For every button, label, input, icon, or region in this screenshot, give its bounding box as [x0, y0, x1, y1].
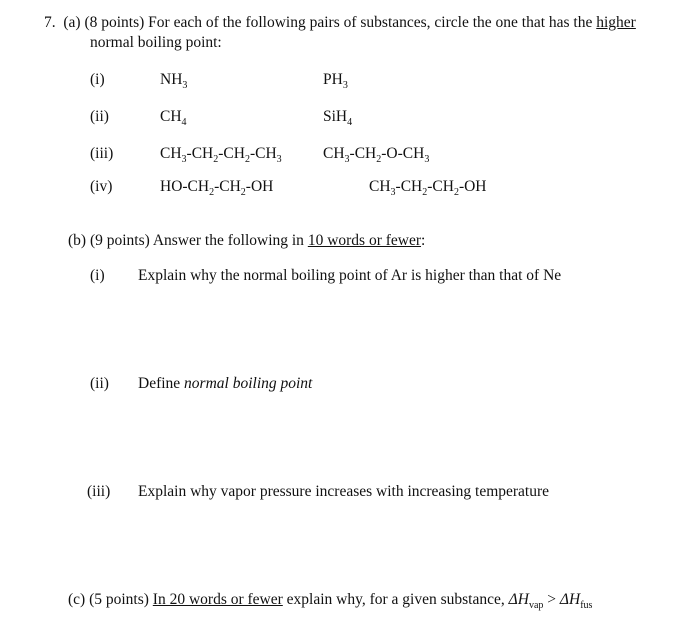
item-prompt: Explain why the normal boiling point of Ar is higher than that of Ne	[138, 267, 562, 284]
question-number: 7. (a) (8 points) For each of the following pairs of substances, circle the one that has the higher	[44, 14, 636, 31]
part-a-instruction: For each of the following pairs of substances, circle the one that has the	[148, 14, 593, 31]
item-prompt: Explain why vapor pressure increases with increasing temperature	[138, 483, 550, 500]
part-c-prompt: (c) (5 points) In 20 words or fewer explain why, for a given substance, $\Delta H_{vap} > \Delta H_{fus}$	[68, 591, 593, 611]
pair-left-formula: $CH_4$	[160, 108, 187, 128]
higher-emphasis: higher	[596, 14, 636, 31]
pair-right-formula: $PH_3$	[323, 71, 348, 91]
pair-number: (ii)	[90, 108, 109, 125]
pair-left-formula: $CH_3-CH_2-CH_2-CH_3$	[160, 145, 282, 165]
pair-left-formula: $HO-CH_2-CH_2-OH$	[160, 178, 274, 198]
item-number: (iii)	[87, 483, 111, 500]
pair-left-formula: $NH_3$	[160, 71, 188, 91]
pair-number: (i)	[90, 71, 105, 88]
pair-right-formula: $CH_3-CH_2-CH_2-OH$	[369, 178, 487, 198]
item-number: (ii)	[90, 375, 109, 392]
word-limit-emphasis: 10 words or fewer	[307, 232, 422, 249]
item-prompt: Define normal boiling point	[138, 375, 313, 392]
pair-right-formula: SiH$_4$	[323, 108, 353, 128]
pair-number: (iv)	[90, 178, 113, 195]
pair-number: (iii)	[90, 145, 114, 162]
pair-right-formula: $CH_3-CH_2-O-CH_3$	[323, 145, 430, 165]
part-a-line2: normal boiling point:	[90, 34, 222, 51]
item-number: (i)	[90, 267, 105, 284]
part-b-header: (b) (9 points) Answer the following in 10 words or fewer:	[68, 232, 426, 249]
